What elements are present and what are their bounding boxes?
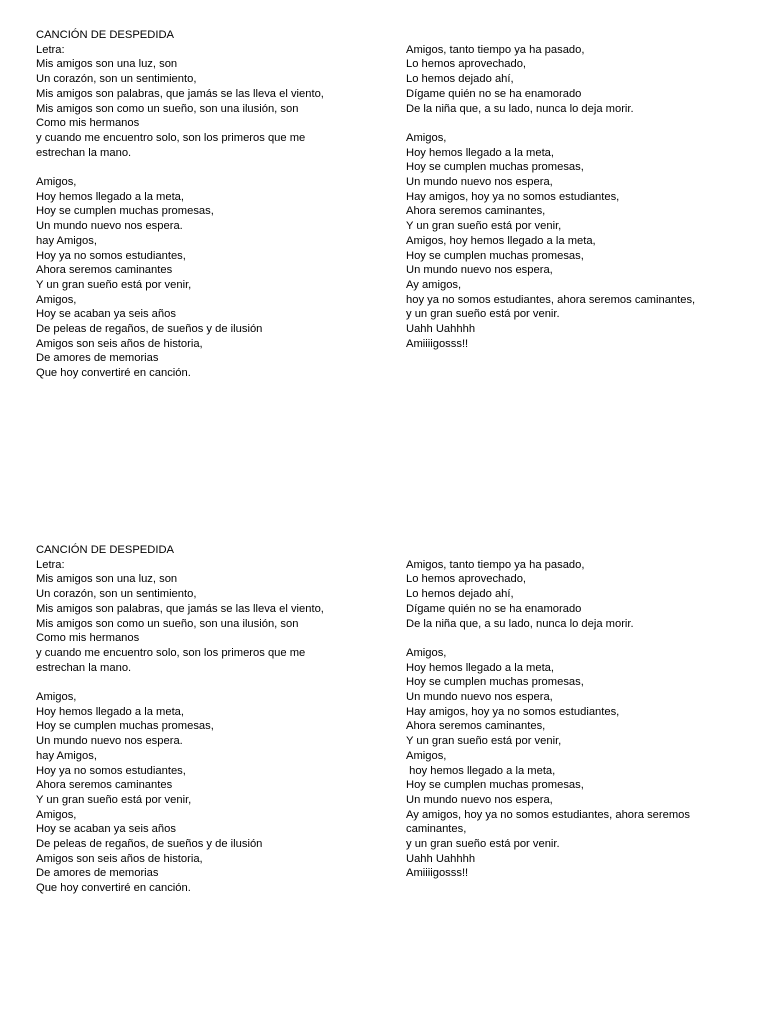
- lyric-line: Hoy se cumplen muchas promesas,: [406, 779, 584, 792]
- lyric-line: caminantes,: [406, 823, 467, 836]
- lyric-line: Como mis hermanos: [36, 632, 140, 645]
- lyric-line: Dígame quién no se ha enamorado: [406, 602, 582, 615]
- lyric-line: Hoy ya no somos estudiantes,: [36, 764, 186, 777]
- lyric-line: CANCIÓN DE DESPEDIDA: [36, 29, 175, 41]
- lyric-line: Amigos,: [406, 131, 447, 144]
- lyric-line: De amores de memorias: [36, 867, 159, 880]
- lyric-line: hoy ya no somos estudiantes, ahora seremos caminantes,: [406, 293, 696, 306]
- lyric-line: estrechan la mano.: [36, 146, 132, 159]
- right-column: [406, 28, 746, 351]
- lyric-line: [406, 28, 746, 43]
- lyric-line: Amiiiigosss!!: [406, 337, 469, 350]
- lyric-line: Amigos,: [36, 808, 77, 821]
- lyric-line: Hoy hemos llegado a la meta,: [406, 146, 555, 159]
- lyric-line: Lo hemos dejado ahí,: [406, 588, 514, 601]
- lyric-line: Amigos son seis años de historia,: [36, 852, 203, 865]
- lyric-line: Que hoy convertiré en canción.: [36, 367, 191, 380]
- lyric-line: Y un gran sueño está por venir,: [36, 278, 192, 291]
- lyric-line: De amores de memorias: [36, 352, 159, 365]
- lyric-line: Hoy hemos llegado a la meta,: [36, 190, 185, 203]
- left-column: [36, 28, 381, 381]
- lyric-line: Hay amigos, hoy ya no somos estudiantes,: [406, 705, 620, 718]
- lyric-line: Un mundo nuevo nos espera,: [406, 264, 553, 277]
- lyric-line: Amiiiigosss!!: [406, 867, 469, 880]
- right-column: [406, 543, 746, 881]
- lyric-line: Un mundo nuevo nos espera,: [406, 793, 553, 806]
- lyric-line: Amigos, hoy hemos llegado a la meta,: [406, 234, 596, 247]
- lyric-line: De la niña que, a su lado, nunca lo deja morir.: [406, 617, 634, 630]
- lyric-line: [406, 631, 746, 646]
- lyric-line: Dígame quién no se ha enamorado: [406, 87, 582, 100]
- lyric-line: Mis amigos son una luz, son: [36, 573, 178, 586]
- lyric-line: Amigos son seis años de historia,: [36, 337, 203, 350]
- lyric-line: Letra:: [36, 43, 65, 56]
- lyric-line: Y un gran sueño está por venir,: [406, 220, 562, 233]
- lyric-line: Lo hemos aprovechado,: [406, 573, 527, 586]
- lyric-line: Mis amigos son palabras, que jamás se las lleva el viento,: [36, 602, 324, 615]
- lyric-line: CANCIÓN DE DESPEDIDA: [36, 544, 175, 556]
- lyric-line: Amigos, tanto tiempo ya ha pasado,: [406, 43, 585, 56]
- lyric-line: Y un gran sueño está por venir,: [36, 793, 192, 806]
- lyric-line: Letra:: [36, 558, 65, 571]
- lyric-line: De la niña que, a su lado, nunca lo deja morir.: [406, 102, 634, 115]
- lyric-line: Ay amigos, hoy ya no somos estudiantes, ahora seremos: [406, 808, 690, 821]
- lyric-line: De peleas de regaños, de sueños y de ilusión: [36, 838, 263, 851]
- lyric-line: Lo hemos aprovechado,: [406, 58, 527, 71]
- lyric-line: Hoy hemos llegado a la meta,: [36, 705, 185, 718]
- lyric-line: Amigos,: [36, 293, 77, 306]
- lyric-line: [406, 543, 746, 558]
- lyric-line: hay Amigos,: [36, 234, 97, 247]
- lyric-line: Ahora seremos caminantes: [36, 264, 173, 277]
- lyric-line: y cuando me encuentro solo, son los primeros que me: [36, 646, 306, 659]
- lyric-line: hay Amigos,: [36, 749, 97, 762]
- lyric-line: y un gran sueño está por venir.: [406, 838, 560, 851]
- lyrics-sheet-bottom: [0, 543, 768, 943]
- lyric-line: De peleas de regaños, de sueños y de ilusión: [36, 323, 263, 336]
- lyric-line: Un corazón, son un sentimiento,: [36, 73, 197, 86]
- lyric-line: Un mundo nuevo nos espera,: [406, 691, 553, 703]
- lyric-line: [36, 675, 381, 690]
- lyric-line: Mis amigos son una luz, son: [36, 58, 178, 71]
- lyric-line: Amigos, tanto tiempo ya ha pasado,: [406, 558, 585, 571]
- lyric-line: Y un gran sueño está por venir,: [406, 735, 562, 748]
- lyric-line: [406, 116, 746, 131]
- lyric-line: Hoy se cumplen muchas promesas,: [36, 720, 214, 733]
- lyric-line: Un corazón, son un sentimiento,: [36, 588, 197, 601]
- lyric-line: Hoy se acaban ya seis años: [36, 823, 176, 836]
- lyric-line: Que hoy convertiré en canción.: [36, 882, 191, 895]
- lyric-line: Como mis hermanos: [36, 117, 140, 130]
- lyric-line: Amigos,: [36, 176, 77, 189]
- lyric-line: Hoy se acaban ya seis años: [36, 308, 176, 321]
- lyric-line: Mis amigos son palabras, que jamás se las lleva el viento,: [36, 87, 324, 100]
- lyric-line: Hay amigos, hoy ya no somos estudiantes,: [406, 190, 620, 203]
- lyric-line: Ay amigos,: [406, 278, 462, 291]
- lyric-line: Un mundo nuevo nos espera,: [406, 176, 553, 188]
- lyric-line: Ahora seremos caminantes: [36, 779, 173, 792]
- lyric-line: Mis amigos son como un sueño, son una ilusión, son: [36, 102, 299, 115]
- lyric-line: Hoy se cumplen muchas promesas,: [406, 249, 584, 262]
- lyric-line: estrechan la mano.: [36, 661, 132, 674]
- lyric-line: Ahora seremos caminantes,: [406, 720, 546, 733]
- lyric-line: Amigos,: [36, 691, 77, 704]
- lyric-line: y cuando me encuentro solo, son los primeros que me: [36, 131, 306, 144]
- lyric-line: Hoy hemos llegado a la meta,: [406, 661, 555, 674]
- lyric-line: Hoy se cumplen muchas promesas,: [406, 676, 584, 689]
- left-column: [36, 543, 381, 896]
- lyric-line: Hoy se cumplen muchas promesas,: [36, 205, 214, 218]
- lyric-line: Ahora seremos caminantes,: [406, 205, 546, 218]
- lyric-line: Amigos,: [406, 646, 447, 659]
- lyric-line: Hoy ya no somos estudiantes,: [36, 249, 186, 262]
- lyric-line: hoy hemos llegado a la meta,: [406, 764, 556, 777]
- lyric-line: [36, 160, 381, 175]
- lyric-line: Lo hemos dejado ahí,: [406, 73, 514, 86]
- lyric-line: Un mundo nuevo nos espera.: [36, 735, 183, 748]
- lyric-line: Uahh Uahhhh: [406, 323, 476, 336]
- lyrics-sheet-top: [0, 28, 768, 428]
- lyric-line: Uahh Uahhhh: [406, 852, 476, 865]
- lyric-line: Amigos,: [406, 749, 447, 762]
- lyric-line: Hoy se cumplen muchas promesas,: [406, 161, 584, 174]
- lyric-line: y un gran sueño está por venir.: [406, 308, 560, 321]
- lyric-line: Un mundo nuevo nos espera.: [36, 220, 183, 233]
- lyric-line: Mis amigos son como un sueño, son una ilusión, son: [36, 617, 299, 630]
